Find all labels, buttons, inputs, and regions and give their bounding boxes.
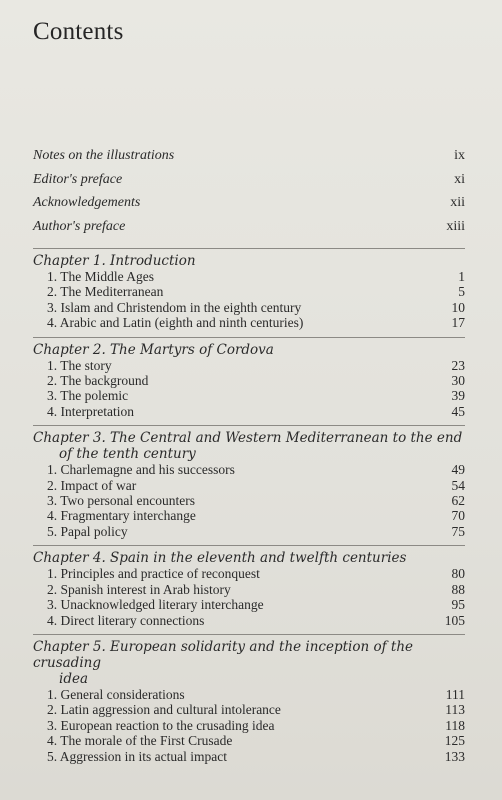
toc-entry <box>33 718 465 733</box>
chapter-divider <box>33 248 465 249</box>
chapter-title-line: Chapter 3. The Central and Western Mediterranean to the end <box>33 430 463 447</box>
toc-entry-page: 49 <box>451 462 465 478</box>
toc-entry-page: 105 <box>444 612 465 628</box>
chapter-divider <box>33 634 465 635</box>
toc-entry <box>33 687 465 702</box>
toc-entry-label: Notes on the illustrations <box>33 148 175 163</box>
toc-entry-page: 54 <box>451 477 465 493</box>
toc-entry-label: 2. Latin aggression and cultural intolerance <box>47 702 281 718</box>
chapter-title-line: Chapter 5. European solidarity and the inception of the crusading <box>33 638 413 671</box>
toc-entry <box>33 462 465 477</box>
toc-entry-page: 10 <box>451 299 465 315</box>
toc-entry-page: 23 <box>451 357 465 373</box>
toc-entry-label: 1. Principles and practice of reconquest <box>47 566 260 582</box>
chapter-section <box>33 430 465 539</box>
toc-entry <box>33 172 465 196</box>
toc-entry-page: 70 <box>451 508 465 524</box>
toc-entry <box>33 373 465 388</box>
toc-entry <box>33 195 465 219</box>
toc-entry <box>33 702 465 717</box>
toc-entry-label: 3. Unacknowledged literary interchange <box>47 597 264 613</box>
toc-entry-label: 2. Spanish interest in Arab history <box>47 581 231 597</box>
chapter-title-continuation: of the tenth century <box>59 446 196 463</box>
toc-entry-page: xii <box>450 195 465 210</box>
toc-entry-page: 113 <box>445 702 465 718</box>
toc-entry-page: 80 <box>451 566 465 582</box>
toc-entry-label: 4. Fragmentary interchange <box>47 508 196 524</box>
toc-entry-label: 1. The Middle Ages <box>47 269 154 284</box>
toc-entry <box>33 582 465 597</box>
toc-entry-page: xiii <box>446 218 465 234</box>
toc-entry-label: 4. The morale of the First Crusade <box>47 733 233 749</box>
toc-entry-page: 62 <box>451 493 465 509</box>
chapter-divider <box>33 337 465 338</box>
toc-entry-page: 118 <box>445 717 465 733</box>
page-title: Contents <box>33 18 124 45</box>
toc-entry-label: 1. Charlemagne and his successors <box>47 462 235 478</box>
toc-entry-page: 1 <box>458 269 465 284</box>
toc-entry-page: ix <box>454 148 465 163</box>
toc-entry-page: 45 <box>451 403 465 419</box>
toc-entry-label: 5. Aggression in its actual impact <box>47 748 227 764</box>
toc-entry-label: 3. The polemic <box>47 388 129 404</box>
toc-entry-page: 30 <box>451 373 465 389</box>
toc-entry-page: 75 <box>451 523 465 539</box>
toc-entry <box>33 597 465 612</box>
table-of-contents <box>33 148 465 764</box>
toc-entry-page: 17 <box>451 315 465 331</box>
toc-entry-label: 4. Arabic and Latin (eighth and ninth centuries) <box>47 315 304 331</box>
toc-entry-label: 1. General considerations <box>47 686 185 702</box>
toc-entry-label: 1. The story <box>47 357 112 373</box>
chapter-section <box>33 342 465 420</box>
toc-entry-label: 3. Two personal encounters <box>47 493 196 509</box>
toc-entry <box>33 358 465 373</box>
toc-entry-page: 5 <box>458 284 465 300</box>
toc-entry <box>33 749 465 764</box>
toc-entry-label: 2. The background <box>47 373 149 389</box>
toc-entry-label: Editor's preface <box>33 171 123 187</box>
toc-entry-label: 3. Islam and Christendom in the eighth century <box>47 299 302 315</box>
toc-entry-label: 2. Impact of war <box>47 477 137 493</box>
toc-entry-page: 95 <box>451 597 465 613</box>
toc-entry-page: 111 <box>445 686 465 702</box>
toc-entry <box>33 478 465 493</box>
chapter-title: Chapter 2. The Martyrs of Cordova <box>33 341 274 358</box>
toc-entry-label: 2. The Mediterranean <box>47 284 164 300</box>
toc-entry <box>33 388 465 403</box>
toc-entry-label: 4. Direct literary connections <box>47 612 205 628</box>
toc-entry-page: 39 <box>451 388 465 404</box>
toc-entry-label: 5. Papal policy <box>47 523 128 539</box>
chapter-divider <box>33 545 465 546</box>
chapter-section <box>33 639 465 764</box>
toc-entry-page: 125 <box>444 733 465 749</box>
toc-entry <box>33 733 465 748</box>
front-matter <box>33 148 465 242</box>
toc-entry <box>33 269 465 284</box>
chapter-title <box>33 639 465 687</box>
chapter-section <box>33 253 465 331</box>
toc-entry-label: 3. European reaction to the crusading idea <box>47 717 275 733</box>
toc-entry-page: 88 <box>451 581 465 597</box>
chapter-title <box>33 430 465 462</box>
chapter-title: Chapter 4. Spain in the eleventh and twelfth centuries <box>33 550 407 567</box>
chapter-title-continuation: idea <box>59 670 88 687</box>
toc-entry <box>33 566 465 581</box>
toc-entry <box>33 613 465 628</box>
toc-entry <box>33 219 465 243</box>
toc-entry <box>33 493 465 508</box>
toc-entry <box>33 404 465 419</box>
toc-entry-label: 4. Interpretation <box>47 403 134 419</box>
toc-entry-page: xi <box>454 171 465 187</box>
toc-entry <box>33 284 465 299</box>
toc-entry <box>33 300 465 315</box>
toc-entry <box>33 524 465 539</box>
chapter-title: Chapter 1. Introduction <box>33 253 196 269</box>
chapter-divider <box>33 425 465 426</box>
toc-entry-label: Acknowledgements <box>33 195 141 210</box>
toc-entry-page: 133 <box>444 748 465 764</box>
toc-entry <box>33 148 465 172</box>
chapter-section <box>33 550 465 628</box>
toc-entry <box>33 315 465 330</box>
toc-entry <box>33 508 465 523</box>
toc-entry-label: Author's preface <box>33 218 126 234</box>
